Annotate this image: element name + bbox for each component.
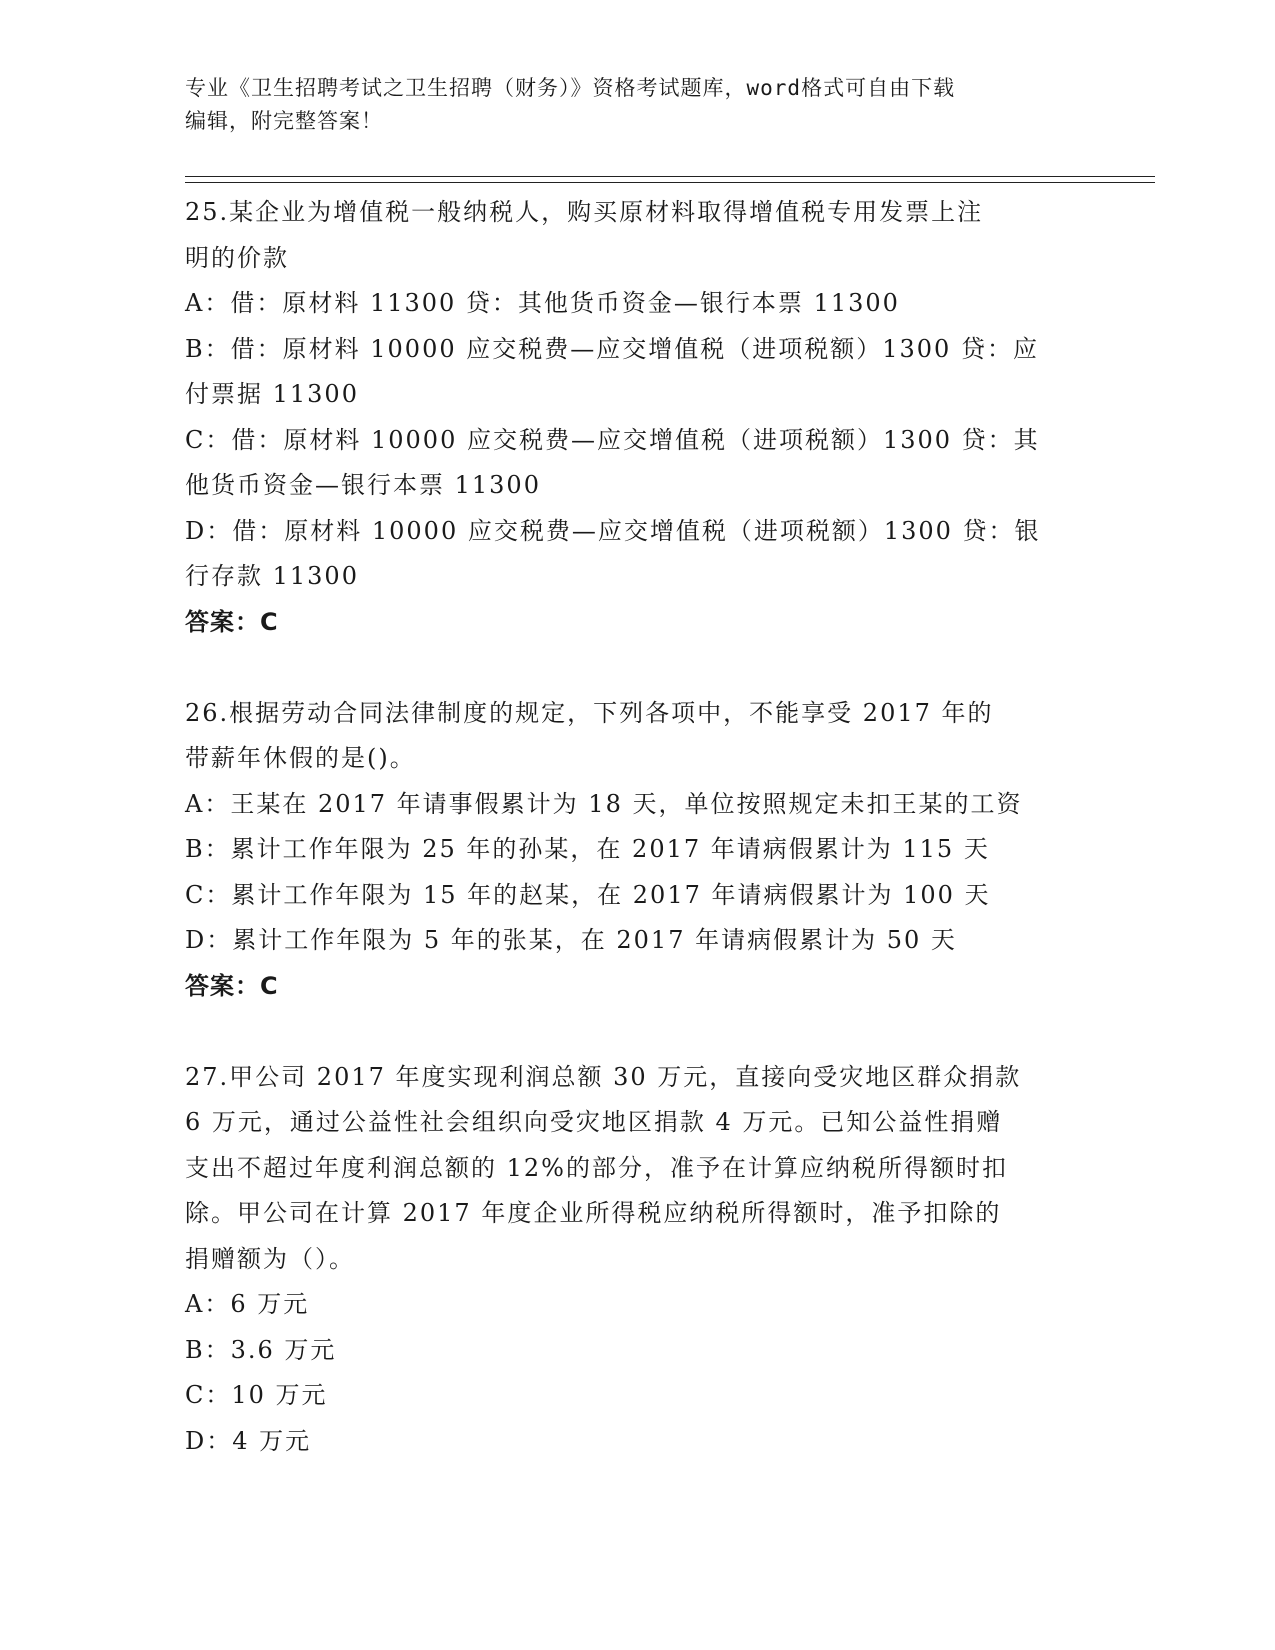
question-stem-line: 明的价款 [185,243,289,272]
header-line-2: 编辑，附完整答案！ [185,109,383,133]
option-d: D：累计工作年限为 5 年的张某，在 2017 年请病假累计为 50 天 [185,926,957,954]
option-a: A：6 万元 [185,1290,310,1318]
question-stem-line: 6 万元，通过公益性社会组织向受灾地区捐款 4 万元。已知公益性捐赠 [185,1108,1003,1136]
question-27 [185,1055,1085,1465]
question-stem-line: 25.某企业为增值税一般纳税人，购买原材料取得增值税专用发票上注 [185,198,984,226]
question-25 [185,190,1085,645]
header-line-1: 专业《卫生招聘考试之卫生招聘（财务）》资格考试题库，word格式可自由下载 [185,76,956,100]
document-header [185,72,1065,138]
option-b: B：3.6 万元 [185,1335,337,1364]
questions-content [185,190,1085,1464]
option-d: D：借：原材料 10000 应交税费—应交增值税（进项税额）1300 贷：银 [185,516,1041,545]
option-c-continued: 他货币资金—银行本票 11300 [185,471,541,499]
option-c: C：累计工作年限为 15 年的赵某，在 2017 年请病假累计为 100 天 [185,880,991,909]
question-stem-line: 带薪年休假的是()。 [185,744,416,772]
option-c: C：借：原材料 10000 应交税费—应交增值税（进项税额）1300 贷：其 [185,425,1040,454]
question-stem-line: 支出不超过年度利润总额的 12%的部分，准予在计算应纳税所得额时扣 [185,1153,1008,1182]
option-c: C：10 万元 [185,1381,328,1409]
option-d: D：4 万元 [185,1426,312,1455]
option-a: A：王某在 2017 年请事假累计为 18 天，单位按照规定未扣王某的工资 [185,789,1023,818]
question-spacer [185,1009,1085,1055]
question-spacer [185,645,1085,691]
option-b: B：借：原材料 10000 应交税费—应交增值税（进项税额）1300 贷：应 [185,334,1039,363]
question-stem-line: 26.根据劳动合同法律制度的规定，下列各项中，不能享受 2017 年的 [185,698,994,727]
answer-label: 答案：C [185,607,279,636]
header-rule-top [185,176,1155,177]
option-d-continued: 行存款 11300 [185,562,359,590]
option-b-continued: 付票据 11300 [185,380,359,408]
option-a: A：借：原材料 11300 贷：其他货币资金—银行本票 11300 [185,289,900,317]
question-stem-line: 除。甲公司在计算 2017 年度企业所得税应纳税所得额时，准予扣除的 [185,1199,1002,1227]
question-26 [185,691,1085,1010]
question-stem-line: 27.甲公司 2017 年度实现利润总额 30 万元，直接向受灾地区群众捐款 [185,1062,1022,1091]
question-stem-line: 捐赠额为（）。 [185,1244,355,1273]
option-b: B：累计工作年限为 25 年的孙某，在 2017 年请病假累计为 115 天 [185,835,990,863]
header-rule-bottom [185,182,1155,183]
answer-label: 答案：C [185,971,279,1000]
